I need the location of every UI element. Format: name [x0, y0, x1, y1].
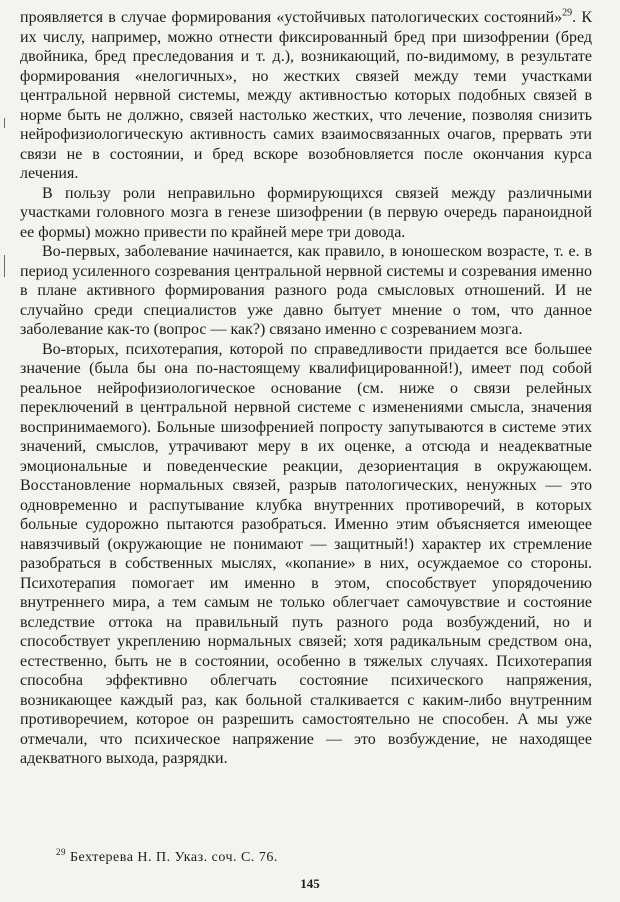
text-body	[20, 8, 592, 769]
footnote-reference: 29	[562, 7, 573, 19]
paragraph-1-text: проявляется в случае формирования «устойчивых патологических состояний»	[20, 9, 563, 26]
paragraph-2: В пользу роли неправильно формирующихся связей между различными участками головного мозга в генезе шизофрении (в первую очередь параноидной ее формы) можно привести по крайней мере три довода.	[20, 184, 592, 241]
page-body	[20, 8, 592, 769]
paragraph-1	[20, 8, 592, 184]
paragraph-4: Во-вторых, психотерапия, которой по справедливости придается все большее значение (была бы она по-настоящему квалифицированной!), имеет под собой реальное нейрофизиологическое основание (см. ниже о связи релейных переключений в центральной нервной системе с изменениями смысла, значения воспринимаемого). Больные шизофренией попросту запутываются в системе этих значений, смыслов, утрачивают меру в их оценке, а отсюда и неадекватные эмоциональные и поведенческие реакции, дезориентация в окружающем. Восстановление нормальных связей, разрыв патологических, ненужных — это одновременно и распутывание клубка внутренних противоречий, в которых больные судорожно пытаются разобраться. Именно этим объясняется имеющее навязчивый (окружающие не понимают — защитный!) характер их стремление разобраться в собственных мыслях, «копание» в них, осуждаемое со стороны. Психотерапия помогает им именно в этом, способствует упорядочению внутреннего мира, а тем самым не только облегчает самочувствие и состояние вследствие оттока на правильный путь разного рода возбуждений, но и способствует укреплению нормальных связей; хотя радикальным средством она, естественно, быть не в состоянии, особенно в тяжелых случаях. Психотерапия способна эффективно облегчать состояние психического напряжения, возникающее каждый раз, как больной сталкивается с каким-либо внутренним противоречием, которое он разрешить самостоятельно не способен. А мы уже отмечали, что психическое напряжение — это возбуждение, не находящее адекватного выхода, разрядки.	[20, 340, 592, 767]
margin-mark	[4, 255, 5, 277]
footnote-text: Бехтерева Н. П. Указ. соч. С. 76.	[70, 850, 278, 865]
page-number: 145	[300, 876, 320, 891]
margin-mark	[4, 118, 5, 128]
paragraph-3: Во-первых, заболевание начинается, как правило, в юношеском возрасте, т. е. в период усиленного созревания центральной нервной системы и созревания именно в плане активного формирования разного рода смысловых отношений. И не случайно среди специалистов уже давно бытует мнение о том, что данное заболевание как-то (вопрос — как?) связано именно с созреванием мозга.	[20, 243, 592, 338]
footnote	[56, 847, 278, 866]
paragraph-1-tail: . К их числу, например, можно отнести фиксированный бред при шизофрении (бред двойника, бред преследования и т. д.), возникающий, по-видимому, в результате формирования «нелогичных», но жестких связей между теми участками центральной нервной системы, между активностью которых подобных связей в норме быть не должно, связей настолько жестких, что лечение, позволяя снизить нейрофизиологическую активность самих взаимосвязанных очагов, прервать эти связи не в состоянии, и бред вскоре возобновляется после окончания курса лечения.	[20, 9, 593, 182]
footnote-mark: 29	[56, 847, 66, 858]
